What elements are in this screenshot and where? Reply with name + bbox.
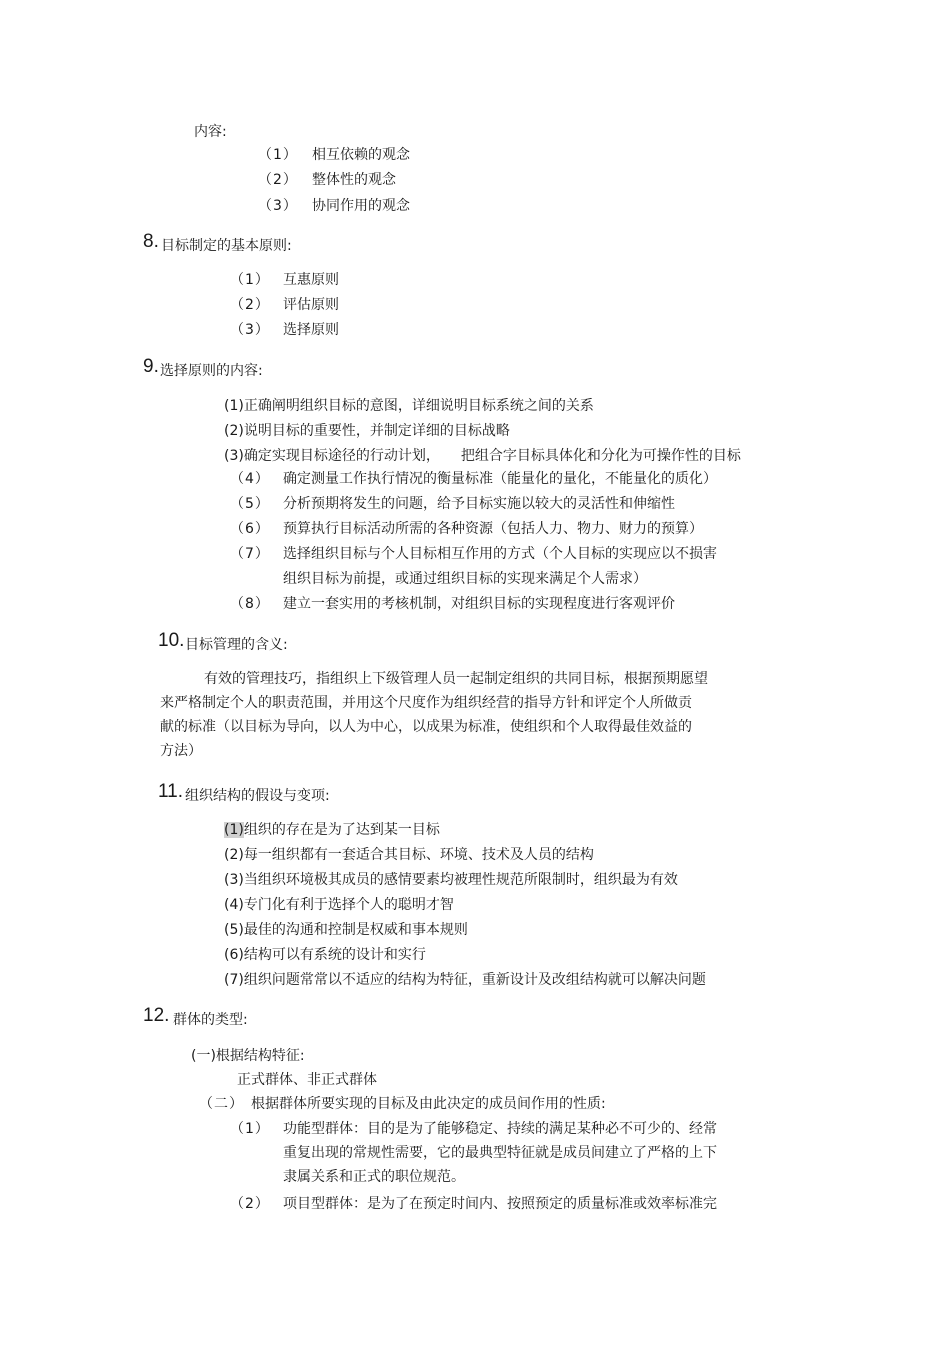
intro-item-3-number: （3）: [258, 198, 298, 214]
s9-item-8-number: （8）: [230, 596, 270, 612]
s9-item-8-text: 建立一套实用的考核机制，对组织目标的实现程度进行客观评价: [283, 596, 675, 612]
section-11-number: 11.: [158, 781, 184, 802]
s11-line-6: (6)结构可以有系统的设计和实行: [224, 947, 426, 963]
s12-sub-2-number: （二）: [199, 1096, 244, 1112]
s9-item-5-text: 分析预期将发生的问题，给予目标实施以较大的灵活性和伸缩性: [283, 496, 675, 512]
s9-item-4-number: （4）: [230, 471, 270, 487]
section-10-title: 目标管理的含义:: [185, 637, 288, 653]
s9-item-6-number: （6）: [230, 521, 270, 537]
s8-item-1-number: （1）: [230, 272, 270, 288]
s10-paragraph-line-2: 来严格制定个人的职责范围，并用这个尺度作为组织经营的指导方针和评定个人所做贡: [160, 695, 692, 711]
s10-paragraph-line-1: 有效的管理技巧，指组织上下级管理人员一起制定组织的共同目标，根据预期愿望: [204, 671, 708, 687]
s9-item-5-number: （5）: [230, 496, 270, 512]
s12-item-2-number: （2）: [230, 1196, 270, 1212]
s11-line-1: [224, 821, 440, 839]
s9-item-7-text: 选择组织目标与个人目标相互作用的方式（个人目标的实现应以不损害: [283, 546, 717, 562]
s12-item-1-line-2: 重复出现的常规性需要，它的最典型特征就是成员间建立了严格的上下: [283, 1145, 717, 1161]
s11-line-1-text: 组织的存在是为了达到某一目标: [243, 822, 440, 838]
s9-item-7-continuation: 组织目标为前提，或通过组织目标的实现来满足个人需求）: [283, 571, 647, 587]
section-12-number: 12.: [143, 1005, 170, 1026]
intro-item-1-text: 相互依赖的观念: [312, 147, 410, 163]
s8-item-3-text: 选择原则: [283, 322, 339, 338]
s12-item-1-line-1: 功能型群体：目的是为了能够稳定、持续的满足某种必不可少的、经常: [283, 1121, 717, 1137]
s10-paragraph-line-4: 方法）: [160, 743, 202, 759]
s8-item-2-number: （2）: [230, 297, 270, 313]
intro-item-1-number: （1）: [258, 147, 298, 163]
s12-item-1-number: （1）: [230, 1121, 270, 1137]
s9-item-7-number: （7）: [230, 546, 270, 562]
section-9-title: 选择原则的内容:: [160, 363, 263, 379]
content-label: 内容:: [194, 124, 227, 140]
s11-line-2: (2)每一组织都有一套适合其目标、环境、技术及人员的结构: [224, 847, 594, 863]
s10-paragraph-line-3: 献的标准（以目标为导向，以人为中心，以成果为标准，使组织和个人取得最佳效益的: [160, 719, 692, 735]
s8-item-3-number: （3）: [230, 322, 270, 338]
section-11-title: 组织结构的假设与变项:: [185, 788, 330, 804]
section-8-number: 8.: [143, 231, 159, 252]
intro-item-2-text: 整体性的观念: [312, 172, 396, 188]
s11-line-7: (7)组织问题常常以不适应的结构为特征，重新设计及改组结构就可以解决问题: [224, 972, 706, 988]
s12-sub-2-heading: 根据群体所要实现的目标及由此决定的成员间作用的性质:: [251, 1096, 606, 1112]
s9-line-1: (1)正确阐明组织目标的意图，详细说明目标系统之间的关系: [224, 398, 594, 414]
s11-line-3: (3)当组织环境极其成员的感情要素均被理性规范所限制时，组织最为有效: [224, 872, 678, 888]
section-9-number: 9.: [143, 356, 159, 377]
intro-item-3-text: 协同作用的观念: [312, 198, 410, 214]
s9-line-2: (2)说明目标的重要性，并制定详细的目标战略: [224, 423, 510, 439]
s11-line-5: (5)最佳的沟通和控制是权威和事本规则: [224, 922, 468, 938]
s12-item-2-text: 项目型群体：是为了在预定时间内、按照预定的质量标准或效率标准完: [283, 1196, 717, 1212]
s9-line-3: (3)确定实现目标途径的行动计划， 把组合字目标具体化和分化为可操作性的目标: [224, 448, 741, 464]
s8-item-1-text: 互惠原则: [283, 272, 339, 288]
intro-item-2-number: （2）: [258, 172, 298, 188]
s11-line-4: (4)专门化有利于选择个人的聪明才智: [224, 897, 454, 913]
s12-item-1-line-3: 隶属关系和正式的职位规范。: [283, 1169, 465, 1185]
s11-line-1-marker: (1): [224, 822, 244, 838]
section-10-number: 10.: [158, 630, 185, 651]
section-8-title: 目标制定的基本原则:: [161, 238, 292, 254]
s8-item-2-text: 评估原则: [283, 297, 339, 313]
s9-item-4-text: 确定测量工作执行情况的衡量标准（能量化的量化，不能量化的质化）: [283, 471, 717, 487]
s12-sub-1-text: 正式群体、非正式群体: [237, 1072, 377, 1088]
s12-sub-1-heading: (一)根据结构特征:: [191, 1048, 305, 1064]
section-12-title: 群体的类型:: [173, 1012, 248, 1028]
s9-item-6-text: 预算执行目标活动所需的各种资源（包括人力、物力、财力的预算）: [283, 521, 703, 537]
